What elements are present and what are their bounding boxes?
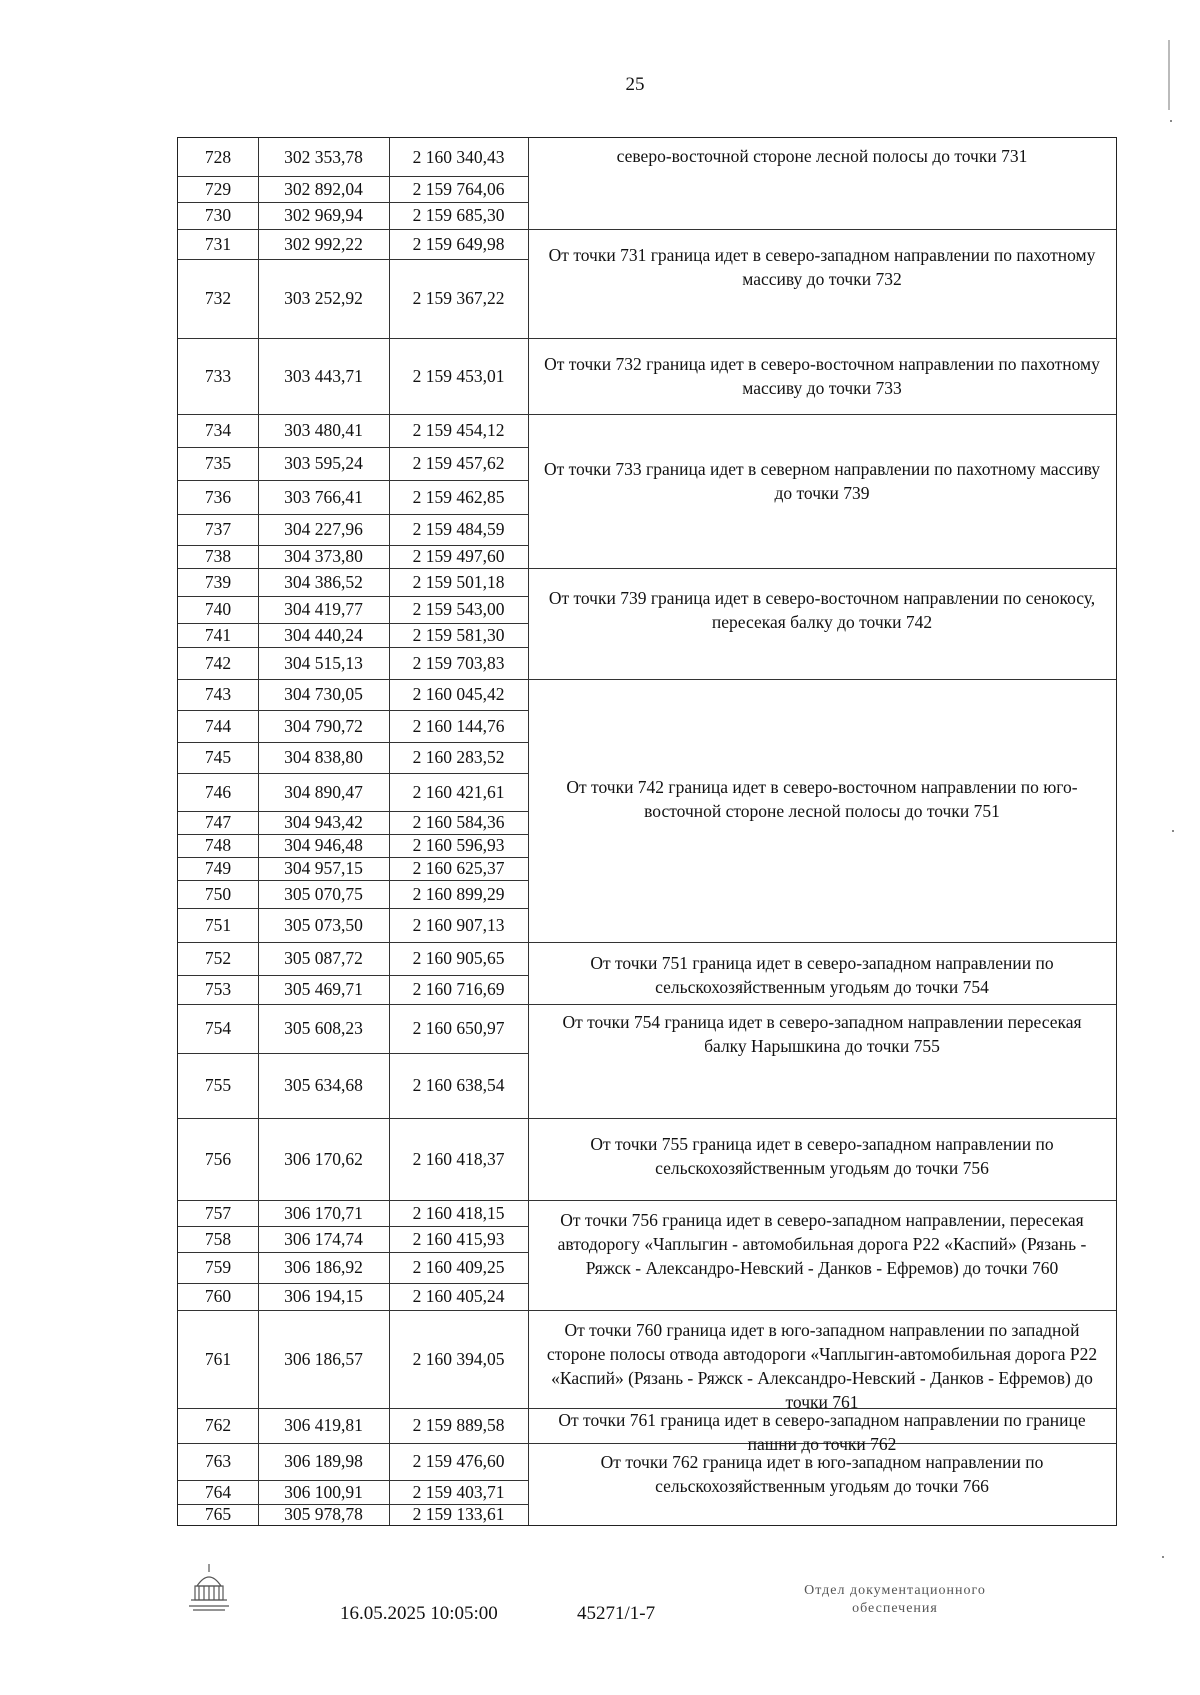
stamp-line-2: обеспечения [852,1601,938,1616]
boundary-description: От точки 755 граница идет в северо-западном направлении по сельскохозяйственным угодьям до точки 756 [590,1134,1054,1178]
footer-datetime: 16.05.2025 10:05:00 [340,1603,498,1624]
table-rule [178,942,528,943]
table-rule [178,1443,528,1444]
point-number: 761 [204,1348,232,1369]
coord-x: 304 373,80 [284,546,363,566]
point-number: 750 [204,883,232,904]
table-rule [178,880,528,881]
coord-y: 2 159 453,01 [412,365,505,386]
coord-y: 2 159 685,30 [412,205,505,225]
table-rule [178,1408,528,1409]
coord-x: 305 070,75 [284,883,363,904]
coord-x: 306 186,57 [284,1348,363,1369]
coord-y: 2 160 283,52 [412,747,505,767]
coord-y: 2 160 045,42 [412,684,505,704]
point-number: 745 [204,747,232,767]
coord-x: 303 480,41 [284,420,363,440]
boundary-description: От точки 762 граница идет в юго-западном направлении по сельскохозяйственным угодьям до точки 766 [600,1452,1044,1496]
coord-y: 2 160 405,24 [412,1286,505,1306]
point-number: 740 [204,599,232,619]
table-rule [178,1310,528,1311]
coord-x: 302 969,94 [284,205,363,225]
point-number: 757 [204,1202,232,1223]
coord-x: 304 227,96 [284,519,363,539]
point-number: 760 [204,1286,232,1306]
table-rule [178,447,528,448]
coord-x: 306 189,98 [284,1451,363,1471]
boundary-description: От точки 751 граница идет в северо-западном направлении по сельскохозяйственным угодьям до точки 754 [590,953,1054,997]
table-rule [528,229,1116,230]
coord-y: 2 160 418,15 [412,1202,505,1223]
point-number: 749 [204,858,232,878]
coord-x: 305 978,78 [284,1504,363,1524]
table-rule [178,1118,528,1119]
table-rule [528,942,1116,943]
point-number: 756 [204,1148,232,1169]
point-number: 741 [204,624,232,645]
coord-x: 305 469,71 [284,979,363,999]
department-stamp [745,1582,1045,1618]
table-rule [178,1200,528,1201]
table-rule [178,679,528,680]
coord-y: 2 160 409,25 [412,1257,505,1277]
coord-y: 2 160 418,37 [412,1148,505,1169]
emblem-logo [187,1562,231,1619]
table-rule [178,514,528,515]
coordinates-table [177,137,1117,1526]
boundary-description: От точки 732 граница идет в северо-восточном направлении по пахотному массиву до точки 733 [544,354,1100,398]
coord-y: 2 159 133,61 [412,1504,505,1524]
coord-y: 2 160 340,43 [412,146,505,167]
boundary-description: От точки 761 граница идет в северо-западном направлении по границе пашни до точки 762 [558,1410,1086,1454]
coord-y: 2 160 415,93 [412,1228,505,1249]
coord-y: 2 159 462,85 [412,486,505,507]
coord-y: 2 160 584,36 [412,812,505,832]
boundary-description: От точки 739 граница идет в северо-восточном направлении по сенокосу, пересекая балку до точки 742 [548,588,1096,632]
table-rule [528,338,1116,339]
coord-y: 2 159 476,60 [412,1451,505,1471]
point-number: 742 [204,652,232,673]
table-rule [178,1053,528,1054]
coord-x: 304 790,72 [284,715,363,736]
coord-y: 2 160 650,97 [412,1018,505,1038]
coord-y: 2 159 403,71 [412,1481,505,1502]
point-number: 734 [204,420,232,440]
coord-y: 2 159 367,22 [412,288,505,308]
table-rule [178,1252,528,1253]
point-number: 744 [204,715,232,736]
point-number: 765 [204,1504,232,1524]
coord-y: 2 160 716,69 [412,979,505,999]
point-number: 763 [204,1451,232,1471]
point-number: 753 [204,979,232,999]
table-rule [178,1283,528,1284]
point-number: 764 [204,1481,232,1502]
point-number: 730 [204,205,232,225]
point-number: 755 [204,1075,232,1095]
table-rule [178,1226,528,1227]
table-rule [178,1004,528,1005]
table-rule [178,229,528,230]
table-rule [528,1310,1116,1311]
coord-x: 305 608,23 [284,1018,363,1038]
table-rule [178,338,528,339]
coord-y: 2 160 596,93 [412,835,505,855]
coord-x: 306 186,92 [284,1257,363,1277]
point-number: 759 [204,1257,232,1277]
point-number: 732 [204,288,232,308]
table-rule [528,1200,1116,1201]
table-rule [528,138,529,1525]
point-number: 728 [204,146,232,167]
coord-y: 2 160 394,05 [412,1348,505,1369]
coord-y: 2 160 421,61 [412,781,505,802]
coord-x: 304 890,47 [284,781,363,802]
boundary-description: От точки 733 граница идет в северном направлении по пахотному массиву до точки 739 [543,459,1100,503]
table-rule [178,975,528,976]
point-number: 736 [204,486,232,507]
table-rule [178,710,528,711]
table-rule [178,647,528,648]
coord-x: 303 766,41 [284,486,363,507]
coord-y: 2 160 899,29 [412,883,505,904]
coord-y: 2 159 543,00 [412,599,505,619]
coord-y: 2 160 905,65 [412,948,505,968]
point-number: 747 [204,812,232,832]
table-rule [178,414,528,415]
point-number: 738 [204,546,232,566]
footer-doc-number: 45271/1-7 [577,1603,656,1624]
coord-x: 305 087,72 [284,948,363,968]
point-number: 729 [204,178,232,199]
coord-x: 303 443,71 [284,365,363,386]
coord-x: 304 943,42 [284,812,363,832]
coord-x: 306 194,15 [284,1286,363,1306]
point-number: 751 [204,914,232,935]
coord-y: 2 159 703,83 [412,652,505,673]
coord-x: 305 634,68 [284,1075,363,1095]
point-number: 733 [204,365,232,386]
coord-x: 304 515,13 [284,652,363,673]
table-rule [178,596,528,597]
point-number: 743 [204,684,232,704]
coord-x: 303 252,92 [284,288,363,308]
table-rule [178,202,528,203]
table-rule [178,908,528,909]
coord-x: 304 440,24 [284,624,363,645]
stamp-line-1: Отдел документационного [804,1583,986,1598]
coord-y: 2 159 501,18 [412,571,505,592]
page-number: 25 [625,74,645,95]
boundary-description: От точки 742 граница идет в северо-восточном направлении по юго-восточной стороне лесной полосы до точки 751 [566,776,1078,821]
coord-y: 2 159 454,12 [412,420,505,440]
table-rule [178,480,528,481]
point-number: 752 [204,948,232,968]
table-rule [178,259,528,260]
coord-x: 302 992,22 [284,233,363,254]
point-number: 754 [204,1018,232,1038]
coord-y: 2 160 638,54 [412,1075,505,1095]
coord-x: 303 595,24 [284,453,363,473]
coord-x: 306 174,74 [284,1228,363,1249]
coord-y: 2 159 889,58 [412,1415,505,1435]
table-rule [528,1004,1116,1005]
table-rule [178,568,528,569]
point-number: 739 [204,571,232,592]
coord-x: 302 353,78 [284,146,363,167]
coord-y: 2 159 484,59 [412,519,505,539]
coord-y: 2 160 144,76 [412,715,505,736]
table-rule [178,742,528,743]
point-number: 758 [204,1228,232,1249]
coord-y: 2 160 625,37 [412,858,505,878]
coord-x: 306 170,62 [284,1148,363,1169]
coord-y: 2 160 907,13 [412,914,505,935]
table-rule [528,414,1116,415]
table-rule [528,568,1116,569]
coord-x: 304 957,15 [284,858,363,878]
point-number: 735 [204,453,232,473]
coord-x: 306 170,71 [284,1202,363,1223]
table-rule [528,1118,1116,1119]
point-number: 737 [204,519,232,539]
coord-y: 2 159 581,30 [412,624,505,645]
table-rule [528,679,1116,680]
coord-x: 302 892,04 [284,178,363,199]
boundary-description: От точки 731 граница идет в северо-западном направлении по пахотному массиву до точки 732 [548,245,1096,289]
table-rule [178,176,528,177]
boundary-description: От точки 760 граница идет в юго-западном направлении по западной стороне полосы отвода автодороги «Чаплыгин-автомобильная дорога Р22 «Каспий» (Рязань - Ряжск - Александро-Невский - Данков - Ефремов) до точки 761 [546,1320,1098,1412]
coord-x: 304 838,80 [284,747,363,767]
point-number: 746 [204,781,232,802]
coord-x: 304 386,52 [284,571,363,592]
point-number: 731 [204,233,232,254]
boundary-description: От точки 756 граница идет в северо-западном направлении, пересекая автодорогу «Чаплыгин - автомобильная дорога Р22 «Каспий» (Рязань - Ряжск - Александро-Невский - Данков - Ефремов) до точки 760 [557,1210,1087,1278]
point-number: 762 [204,1415,232,1435]
coord-y: 2 159 497,60 [412,546,505,566]
point-number: 748 [204,835,232,855]
coord-y: 2 159 457,62 [412,453,505,473]
table-rule [178,773,528,774]
coord-y: 2 159 649,98 [412,233,505,254]
coord-y: 2 159 764,06 [412,178,505,199]
coord-x: 304 946,48 [284,835,363,855]
coord-x: 305 073,50 [284,914,363,935]
boundary-description: От точки 754 граница идет в северо-западном направлении пересекая балку Нарышкина до точки 755 [562,1012,1082,1056]
boundary-description: северо-восточной стороне лесной полосы до точки 731 [616,146,1028,166]
coord-x: 306 100,91 [284,1481,363,1502]
coord-x: 304 419,77 [284,599,363,619]
coord-x: 304 730,05 [284,684,363,704]
coord-x: 306 419,81 [284,1415,363,1435]
